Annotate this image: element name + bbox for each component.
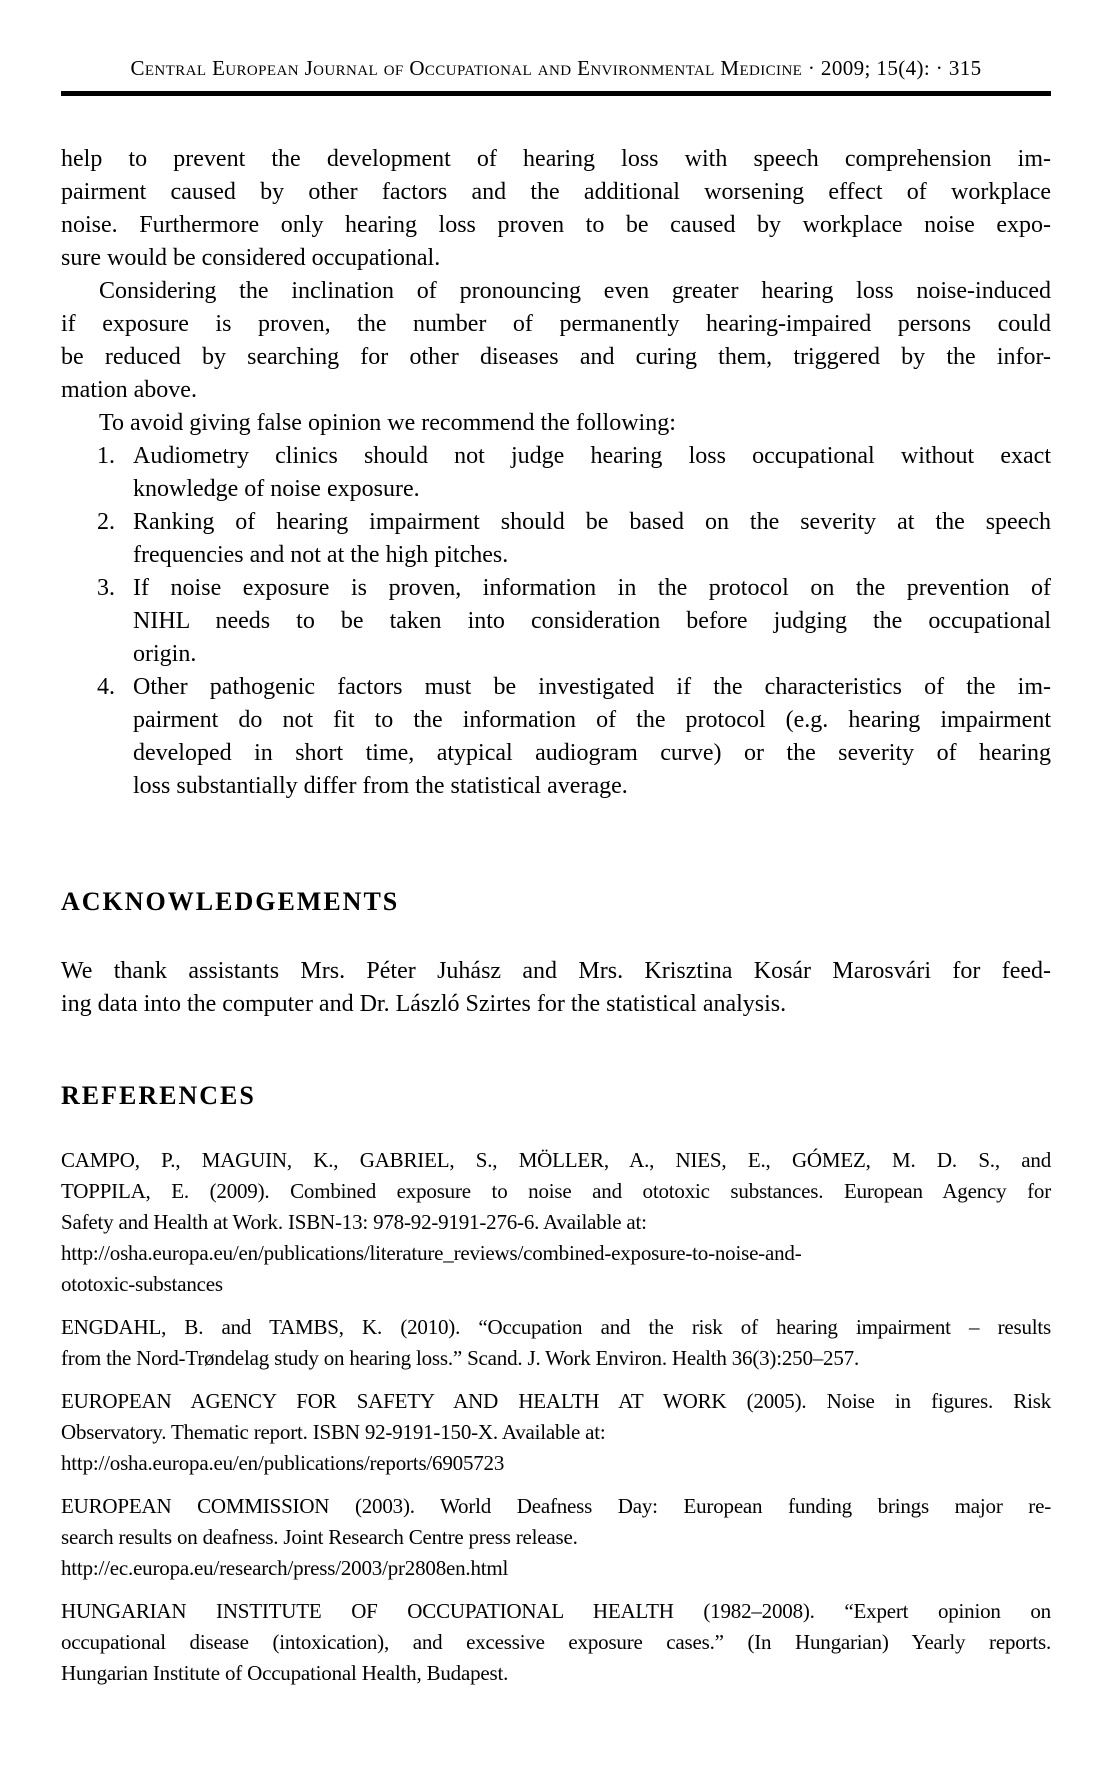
text-line: origin.	[133, 641, 197, 667]
acknowledgements-paragraph	[61, 955, 1051, 1021]
body-paragraphs	[61, 143, 1051, 440]
text-line: help to prevent the development of hearing loss with speech comprehension im-	[61, 146, 1051, 172]
reference-entry	[61, 1491, 1051, 1584]
list-number: 3.	[97, 575, 115, 601]
text-line: ototoxic-substances	[61, 1272, 223, 1296]
text-line: pairment do not fit to the information of the protocol (e.g. hearing impairment	[133, 707, 1051, 733]
text-line: Hungarian Institute of Occupational Health, Budapest.	[61, 1661, 509, 1685]
list-number: 4.	[97, 674, 115, 700]
list-number: 1.	[97, 443, 115, 469]
text-line: mation above.	[61, 377, 197, 403]
journal-header: Central European Journal of Occupational and Environmental Medicine · 2009; 15(4): · 315	[130, 56, 982, 80]
text-line: noise. Furthermore only hearing loss proven to be caused by workplace noise expo-	[61, 212, 1051, 238]
text-line: EUROPEAN AGENCY FOR SAFETY AND HEALTH AT WORK (2005). Noise in figures. Risk	[61, 1389, 1051, 1413]
text-line: occupational disease (intoxication), and excessive exposure cases.” (In Hungarian) Yearly reports.	[61, 1630, 1051, 1654]
text-line: sure would be considered occupational.	[61, 245, 441, 271]
text-line: pairment caused by other factors and the additional worsening effect of workplace	[61, 179, 1051, 205]
paragraph	[61, 275, 1051, 407]
text-line: Ranking of hearing impairment should be based on the severity at the speech	[133, 509, 1051, 535]
list-item	[61, 440, 1051, 506]
reference-entry	[61, 1145, 1051, 1300]
paragraph	[61, 955, 1051, 1021]
journal-page	[0, 56, 1112, 1689]
text-line: frequencies and not at the high pitches.	[133, 542, 509, 568]
text-line: ing data into the computer and Dr. László Szirtes for the statistical analysis.	[61, 991, 787, 1017]
text-line: We thank assistants Mrs. Péter Juhász and Mrs. Krisztina Kosár Marosvári for feed-	[61, 958, 1051, 984]
text-line: be reduced by searching for other diseases and curing them, triggered by the infor-	[61, 344, 1051, 370]
text-line: ENGDAHL, B. and TAMBS, K. (2010). “Occupation and the risk of hearing impairment – results	[61, 1315, 1051, 1339]
text-line: HUNGARIAN INSTITUTE OF OCCUPATIONAL HEALTH (1982–2008). “Expert opinion on	[61, 1599, 1051, 1623]
text-line: CAMPO, P., MAGUIN, K., GABRIEL, S., MÖLLER, A., NIES, E., GÓMEZ, M. D. S., and	[61, 1148, 1051, 1172]
text-line: knowledge of noise exposure.	[133, 476, 420, 502]
list-number: 2.	[97, 509, 115, 535]
text-line: Considering the inclination of pronouncing even greater hearing loss noise-induced	[99, 278, 1051, 304]
text-line: search results on deafness. Joint Research Centre press release.	[61, 1525, 578, 1549]
text-line: NIHL needs to be taken into consideration before judging the occupational	[133, 608, 1051, 634]
text-line: TOPPILA, E. (2009). Combined exposure to noise and ototoxic substances. European Agency for	[61, 1179, 1051, 1203]
text-line: developed in short time, atypical audiogram curve) or the severity of hearing	[133, 740, 1051, 766]
text-line: from the Nord-Trøndelag study on hearing loss.” Scand. J. Work Environ. Health 36(3):250–257.	[61, 1346, 860, 1370]
references-list	[61, 1145, 1051, 1689]
paragraph	[61, 143, 1051, 275]
text-line: EUROPEAN COMMISSION (2003). World Deafness Day: European funding brings major re-	[61, 1494, 1051, 1518]
text-line: Observatory. Thematic report. ISBN 92-9191-150-X. Available at:	[61, 1420, 606, 1444]
paragraph	[61, 407, 1051, 440]
text-line: http://ec.europa.eu/research/press/2003/pr2808en.html	[61, 1556, 509, 1580]
header-rule	[61, 91, 1051, 96]
reference-entry	[61, 1386, 1051, 1479]
recommendation-list	[61, 440, 1051, 803]
references-heading: REFERENCES	[61, 1081, 256, 1110]
text-line: Other pathogenic factors must be investigated if the characteristics of the im-	[133, 674, 1051, 700]
acknowledgements-heading: ACKNOWLEDGEMENTS	[61, 887, 400, 916]
text-line: loss substantially differ from the statistical average.	[133, 773, 628, 799]
text-line: http://osha.europa.eu/en/publications/literature_reviews/combined-exposure-to-noise-and-	[61, 1241, 802, 1265]
reference-entry	[61, 1596, 1051, 1689]
text-line: To avoid giving false opinion we recommend the following:	[99, 410, 676, 436]
list-item	[61, 506, 1051, 572]
list-item	[61, 671, 1051, 803]
text-line: If noise exposure is proven, information in the protocol on the prevention of	[133, 575, 1051, 601]
text-line: Audiometry clinics should not judge hearing loss occupational without exact	[133, 443, 1051, 469]
text-line: if exposure is proven, the number of permanently hearing-impaired persons could	[61, 311, 1051, 337]
text-line: Safety and Health at Work. ISBN-13: 978-92-9191-276-6. Available at:	[61, 1210, 647, 1234]
list-item	[61, 572, 1051, 671]
article-body	[61, 143, 1051, 1689]
text-line: http://osha.europa.eu/en/publications/reports/6905723	[61, 1451, 505, 1475]
reference-entry	[61, 1312, 1051, 1374]
